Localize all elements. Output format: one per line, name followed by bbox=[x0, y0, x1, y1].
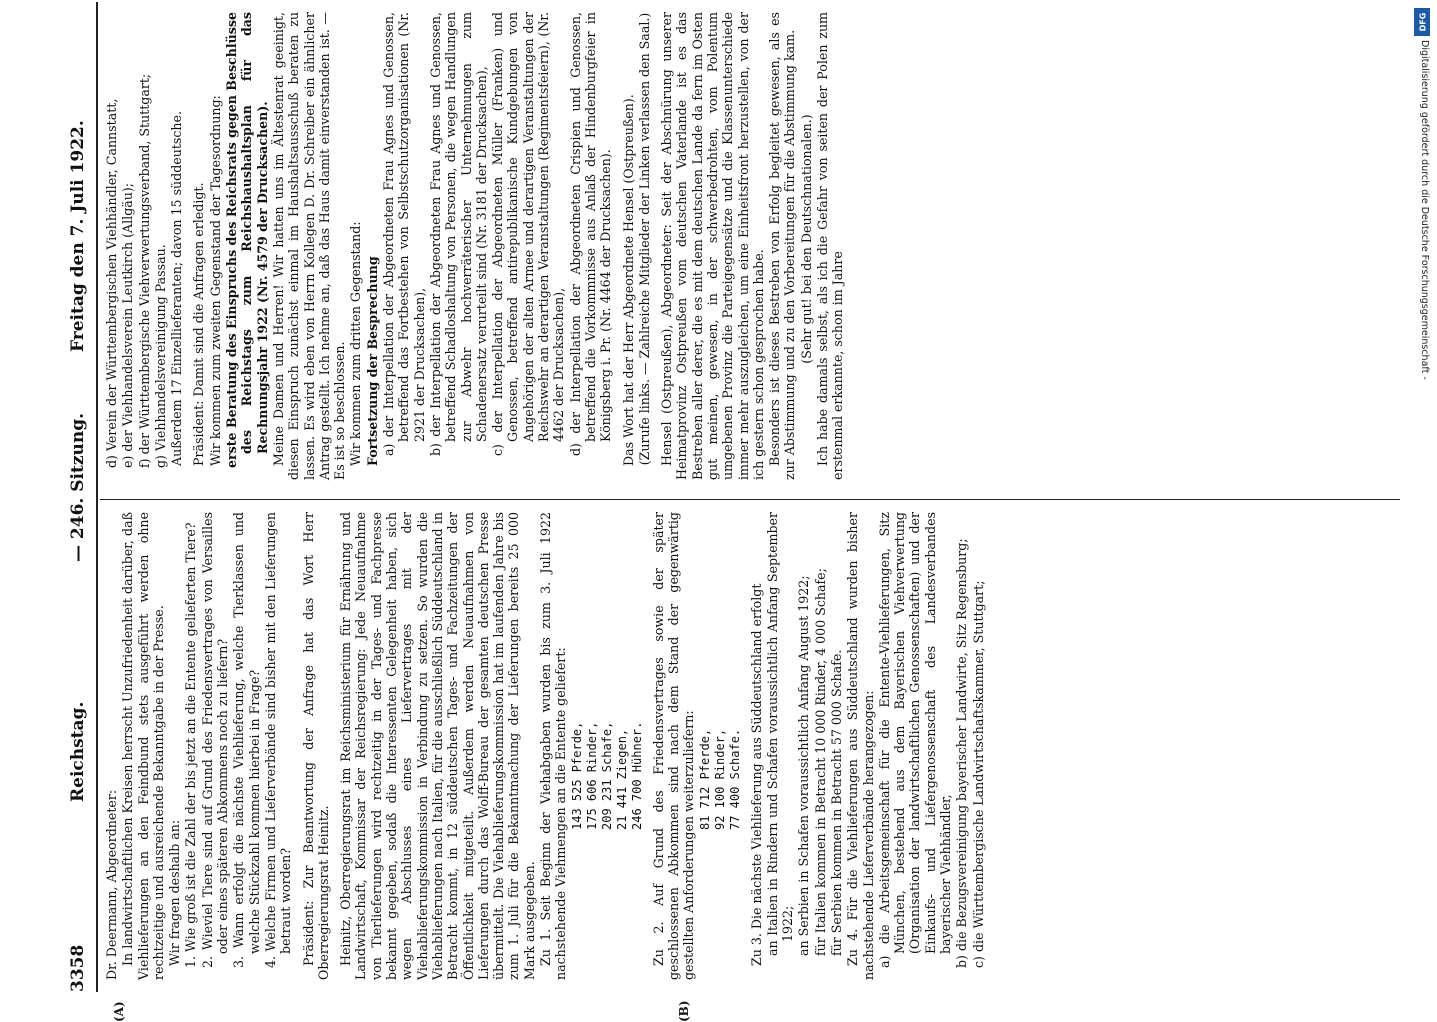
credit-text: Digitalisierung gefördert durch die Deutsche Forschungsgemeinschaft - bbox=[1419, 40, 1430, 380]
list-item: f) der Württembergische Viehverwertungsverband, Stuttgart; bbox=[137, 12, 152, 480]
right-column bbox=[104, 12, 1399, 480]
question-item: 4. Welche Firmen und Lieferverbände sind bisher mit den Lieferungen betraut worden? bbox=[263, 512, 294, 980]
agenda-item: erste Beratung des Einspruchs des Reichsrats gegen Beschlüsse des Reichstags zum Reichshaushaltsplan für das Rechnungsjahr 1922 (Nr. 4579 der Drucksachen). bbox=[224, 12, 270, 480]
stat-line: 175 606 Rinder, bbox=[585, 512, 600, 980]
paragraph: Wir kommen zum zweiten Gegenstand der Tagesordnung: bbox=[208, 12, 223, 480]
list-item: a) die Arbeitsgemeinschaft für die Entente-Viehlieferungen, Sitz München, bestehend aus dem Bayerischen Viehverwertung (Organisation der landwirtschaftlichen Genossenschaften) und der Einkaufs- und Liefergenossenschaft des Landesverbandes bayerischer Viehhändler, bbox=[877, 512, 953, 980]
stat-line: 81 712 Pferde, bbox=[698, 512, 713, 980]
digitization-credit bbox=[1412, 40, 1432, 580]
paragraph: Das Wort hat der Herr Abgeordnete Hensel (Ostpreußen). bbox=[621, 12, 636, 480]
paragraph: Wir fragen deshalb an: bbox=[167, 512, 182, 980]
margin-mark-b: (B) bbox=[677, 1001, 691, 1022]
interpellation-item: b) der Interpellation der Abgeordneten Frau Agnes und Genossen, betreffend Schadloshaltung von Personen, die wegen Handlungen zur Abwehr hochverräterischer Unternehmungen zum Schadenersatz verurteilt sind (Nr. 3181 der Drucksachen), bbox=[428, 12, 489, 480]
stat-line: 143 525 Pferde, bbox=[570, 512, 585, 980]
stat-line: 92 100 Rinder, bbox=[713, 512, 728, 980]
paragraph: In landwirtschaftlichen Kreisen herrscht Unzufriedenheit darüber, daß Viehlieferungen an den Feindbund stets ausgeführt werden ohne rechtzeitige und ausreichende Bekanntgabe in der Presse. bbox=[120, 512, 166, 980]
list-item: für Italien kommen in Betracht 10 000 Rinder, 4 000 Schafe; bbox=[813, 512, 828, 980]
paragraph: Präsident: Damit sind die Anfragen erledigt. bbox=[191, 12, 206, 480]
paragraph: Wir kommen zum dritten Gegenstand: bbox=[348, 12, 363, 480]
stat-line: 77 400 Schafe. bbox=[728, 512, 743, 980]
interjection: (Zurufe links. — Zahlreiche Mitglieder der Linken verlassen den Saal.) bbox=[637, 12, 652, 480]
list-item: an Italien in Rindern und Schafen voraussichtlich Anfang September 1922; bbox=[765, 512, 796, 980]
interpellation-item: d) der Interpellation der Abgeordneten Crispien und Genossen, betreffend die Vorkommnisse aus Anlaß der Hindenburgfeier in Königsberg i. Pr. (Nr. 4464 der Drucksachen). bbox=[568, 12, 614, 480]
margin-mark-a: (A) bbox=[112, 1001, 126, 1022]
column-divider bbox=[100, 499, 1400, 500]
speaker-line: Dr. Deermann, Abgeordneter: bbox=[104, 512, 119, 980]
paragraph: Zu 3. Die nächste Viehlieferung aus Süddeutschland erfolgt bbox=[749, 512, 764, 980]
interjection: (Sehr gut! bei den Deutschnationalen.) bbox=[799, 12, 814, 480]
stat-line: 246 700 Hühner. bbox=[630, 512, 645, 980]
paragraph: Hensel (Ostpreußen), Abgeordneter: Seit der Abschnürung unserer Heimatprovinz Ostpreußen vom deutschen Vaterlande ist es das Bestreben aller derer, die es mit dem deutschen Lande da fern im Osten gut meinen, gewesen, in der schwerbedrohten, vom Polentum umgebenen Provinz die Parteigegensätze und die Klassenunterschiede immer mehr auszugleichen, um eine Einheitsfront herzustellen, von der ich gestern schon gesprochen habe. bbox=[659, 12, 766, 480]
interpellation-item: c) der Interpellation der Abgeordneten Müller (Franken) und Genossen, betreffend antirepublikanische Kundgebungen von Angehörigen der alten Armee und derartigen Veranstaltungen der Reichswehr an derartigen Veranstaltungen (Regimentsfeiern), (Nr. 4462 der Drucksachen), bbox=[490, 12, 566, 480]
paragraph: Heinitz, Oberregierungsrat im Reichsministerium für Ernährung und Landwirtschaft, Kommissar der Reichsregierung: Jede Neuaufnahme von Tierlieferungen wird rechtzeitig in der Tages- und Fachpresse bekannt gegeben, sodaß die Interessenten Gelegenheit haben, sich wegen Abschlusses eines Liefervertrages mit der Viehablieferungskommission in Verbindung zu setzen. So wurden die Viehablieferungen nach Italien, für die ausschließlich Süddeutschland in Betracht kommt, in 12 süddeutschen Tages- und Fachzeitungen der Öffentlichkeit mitgeteilt. Außerdem werden Neuaufnahmen von Lieferungen durch das Wolff-Bureau der gesamten deutschen Presse übermittelt. Die Viehablieferungskommission hat im laufenden Jahre bis zum 1. Juli für die Bekanntmachung der Lieferungen bereits 25 000 Mark ausgegeben. bbox=[338, 512, 537, 980]
paragraph: Außerdem 17 Einzellieferanten; davon 15 süddeutsche. bbox=[169, 12, 184, 480]
stat-line: 21 441 Ziegen, bbox=[615, 512, 630, 980]
paragraph: Präsident: Zur Beantwortung der Anfrage hat das Wort Herr Oberregierungsrat Heinitz. bbox=[301, 512, 332, 980]
page-number: 3358 bbox=[68, 945, 88, 992]
stat-line: 209 231 Schafe, bbox=[600, 512, 615, 980]
list-item: d) Verein der Württembergischen Viehhändler, Cannstatt, bbox=[104, 12, 119, 480]
question-item: 2. Wieviel Tiere sind auf Grund des Friedensvertrages von Versailles oder eines späteren Abkommens noch zu liefern? bbox=[200, 512, 231, 980]
paragraph: Besonders ist dieses Bestreben von Erfolg begleitet gewesen, als es zur Abstimmung und zu den Vorbereitungen für die Abstimmung kam. bbox=[767, 12, 798, 480]
list-item: c) die Württembergische Landwirtschaftskammer, Stuttgart; bbox=[971, 512, 986, 980]
list-item: e) der Viehhandelsverein Leutkirch (Allgäu); bbox=[120, 12, 135, 480]
paragraph: Ich habe damals selbst, als ich die Gefahr von seiten der Polen zum erstenmal erkannte, schon im Jahre bbox=[815, 12, 846, 480]
rotated-printed-page bbox=[52, 2, 1412, 992]
dfg-logo-icon: DFG bbox=[1414, 8, 1430, 36]
agenda-heading: Fortsetzung der Besprechung bbox=[365, 12, 380, 480]
running-header bbox=[60, 2, 94, 992]
header-date: Freitag den 7. Juli 1922. bbox=[68, 120, 88, 352]
paragraph: Zu 2. Auf Grund des Friedensvertrages sowie der später geschlossenen Abkommen sind nach dem Stand der gegenwärtig gestellten Anforderungen weiterzuliefern: bbox=[651, 512, 697, 980]
header-session: — 246. Sitzung. bbox=[68, 413, 88, 562]
header-body: Reichstag. bbox=[68, 702, 88, 802]
paragraph: Meine Damen und Herren! Wir hatten uns im Ältestenrat geeinigt, diesen Einspruch zunächst einmal im Haushaltsausschuß beraten zu lassen. Es wird eben von Herrn Kollegen D. Dr. Schreiber ein ähnlicher Antrag gestellt. Ich nehme an, daß das Haus damit einverstanden ist. — Es ist so beschlossen. bbox=[271, 12, 347, 480]
list-item: für Serbien kommen in Betracht 57 000 Schafe. bbox=[829, 512, 844, 980]
list-item: g) Viehhandelsvereinigung Passau. bbox=[153, 12, 168, 480]
paragraph: Zu 4. Für die Viehlieferungen aus Süddeutschland wurden bisher nachstehende Lieferverbände herangezogen: bbox=[845, 512, 876, 980]
header-rule bbox=[96, 2, 98, 992]
list-item: b) die Bezugsvereinigung bayerischer Landwirte, Sitz Regensburg; bbox=[954, 512, 969, 980]
question-item: 3. Wann erfolgt die nächste Viehlieferung, welche Tierklassen und welche Stückzahl kommen hierbei in Frage? bbox=[231, 512, 262, 980]
list-item: an Serbien in Schafen voraussichtlich Anfang August 1922; bbox=[796, 512, 811, 980]
question-item: 1. Wie groß ist die Zahl der bis jetzt an die Entente gelieferten Tiere? bbox=[183, 512, 198, 980]
paragraph: Zu 1. Seit Beginn der Viehabgaben wurden bis zum 3. Juli 1922 nachstehende Viehmengen an die Entente geliefert: bbox=[538, 512, 569, 980]
interpellation-item: a) der Interpellation der Abgeordneten Frau Agnes und Genossen, betreffend das Fortbestehen von Selbstschutzorganisationen (Nr. 2921 der Drucksachen), bbox=[381, 12, 427, 480]
left-column bbox=[104, 512, 1399, 980]
